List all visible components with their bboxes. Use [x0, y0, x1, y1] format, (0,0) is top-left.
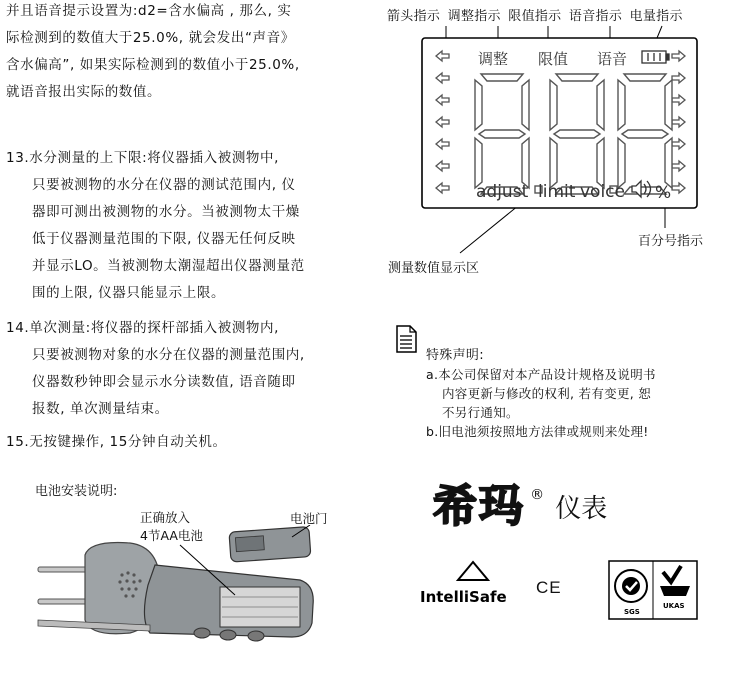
- item-13-line: 围的上限, 仪器只能显示上限。: [32, 285, 226, 301]
- display-area-label: 测量数值显示区: [388, 261, 480, 276]
- item-13-line: 器即可测出被测物的水分。当被测物太干燥: [32, 204, 300, 220]
- item-13-line: 只要被测物的水分在仪器的测试范围内, 仪: [32, 177, 296, 193]
- battery-insert-label: 正确放入 4节AA电池: [140, 510, 203, 543]
- brand-logo: [433, 470, 607, 534]
- item-15: 15.无按键操作, 15分钟自动关机。: [6, 434, 227, 450]
- intro-paragraph: [6, 0, 300, 106]
- lcd-word-limit-cn: 限值: [538, 50, 569, 68]
- item-13-title: 13.水分测量的上下限:将仪器插入被测物中,: [6, 150, 280, 166]
- adjust-indicator-label: 调整指示: [447, 9, 501, 24]
- ce-mark: CE: [536, 578, 562, 597]
- svg-text:SGS: SGS: [624, 608, 640, 616]
- voice-indicator-label: 语音指示: [568, 9, 623, 24]
- lcd-word-adjust-cn: 调整: [478, 50, 509, 68]
- intro-line: 际检测到的数值大于25.0%, 就会发出“声音》: [6, 30, 295, 46]
- svg-text:UKAS: UKAS: [663, 602, 685, 610]
- registered-mark: ®: [530, 487, 545, 503]
- intellisafe-logo: [418, 558, 518, 606]
- limit-indicator-label: 限值指示: [508, 9, 562, 24]
- item-14-line: 仪器数秒钟即会显示水分读数值, 语音随即: [32, 374, 296, 390]
- intro-line: 含水偏高”, 如果实际检测到的数值小于25.0%,: [6, 57, 300, 73]
- intro-line: 就语音报出实际的数值。: [6, 84, 162, 100]
- battery-indicator-label: 电量指示: [629, 9, 683, 24]
- lcd-word-voice-cn: 语音: [597, 50, 628, 68]
- sgs-ukas-cert-icon: [608, 560, 698, 620]
- percent-indicator-label: 百分号指示: [638, 234, 704, 249]
- document-icon: [395, 325, 417, 353]
- item-14-line: 报数, 单次测量结束。: [32, 401, 169, 417]
- lcd-word-limit: limit: [538, 182, 576, 202]
- battery-heading: 电池安装说明:: [35, 484, 118, 499]
- arrow-indicator-label: 箭头指示: [387, 9, 441, 24]
- battery-device-illustration: [30, 525, 360, 670]
- brand-product: 仪表: [555, 494, 608, 524]
- notice-line: 不另行通知。: [442, 405, 519, 420]
- notice-line: 内容更新与修改的权利, 若有变更, 恕: [442, 386, 652, 401]
- intro-line: 并且语音提示设置为:d2=含水偏高 , 那么, 实: [6, 3, 292, 19]
- item-13-line: 并显示LO。当被测物太潮湿超出仪器测量范: [32, 258, 305, 274]
- lcd-word-voice: voice: [580, 182, 625, 202]
- lcd-percent-icon: %: [655, 183, 672, 203]
- notice-title: 特殊声明:: [426, 348, 484, 363]
- notice-line: b.旧电池须按照地方法律或规则来处理!: [426, 424, 649, 439]
- item-13: [6, 145, 305, 307]
- item-14-title: 14.单次测量:将仪器的探杆部插入被测物内,: [6, 320, 280, 336]
- item-14-line: 只要被测物对象的水分在仪器的测量范围内,: [32, 347, 305, 363]
- item-14: [6, 315, 305, 423]
- svg-text:IntelliSafe: IntelliSafe: [420, 588, 507, 606]
- lcd-word-adjust: adjust: [476, 182, 529, 202]
- battery-door-label: 电池门: [290, 511, 328, 526]
- item-13-line: 低于仪器测量范围的下限, 仪器无任何反映: [32, 231, 296, 247]
- notice-block: [426, 346, 656, 441]
- brand-name: 希玛: [433, 481, 525, 532]
- notice-line: a.本公司保留对本产品设计规格及说明书: [426, 367, 656, 382]
